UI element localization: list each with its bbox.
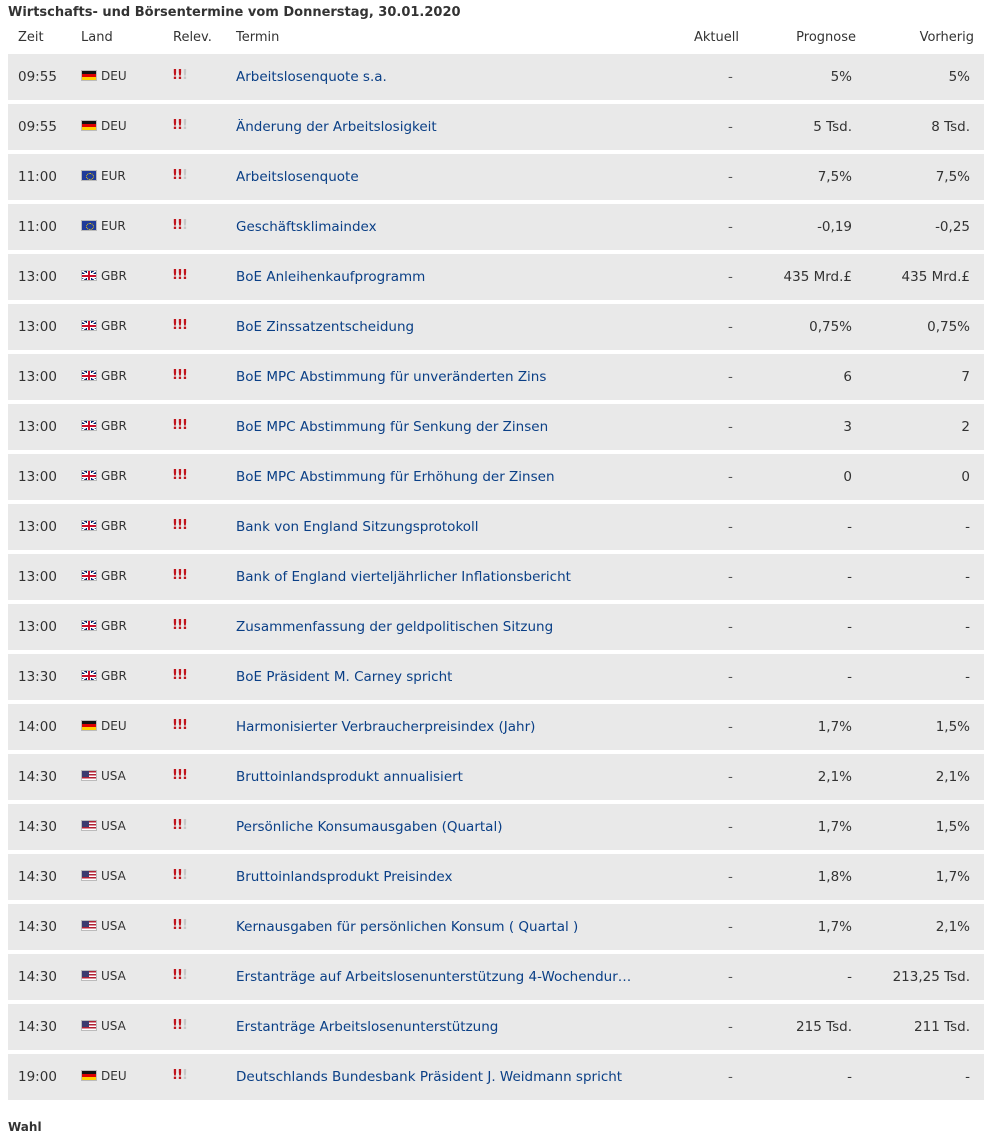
forecast-value: - [847, 519, 852, 535]
country-code: USA [101, 869, 126, 883]
event-time: 09:55 [18, 119, 57, 135]
country-code: GBR [101, 469, 127, 483]
table-row [8, 654, 984, 700]
relevance-exclamation-icon: ! [172, 268, 177, 283]
actual-value: - [728, 1069, 733, 1085]
country-cell [81, 119, 127, 133]
relevance-exclamation-icon: ! [182, 368, 187, 383]
relevance-exclamation-icon: ! [182, 968, 187, 983]
actual-value: - [728, 869, 733, 885]
previous-value: 8 Tsd. [931, 119, 970, 135]
relevance-exclamation-icon: ! [172, 218, 177, 233]
relevance-indicator [172, 569, 187, 582]
relevance-exclamation-icon: ! [182, 768, 187, 783]
table-row [8, 604, 984, 650]
table-row [8, 1004, 984, 1050]
previous-value: 7,5% [935, 169, 970, 185]
event-time: 13:00 [18, 269, 57, 285]
previous-value: - [965, 669, 970, 685]
event-time: 13:00 [18, 619, 57, 635]
uk-flag-icon [81, 520, 97, 531]
table-row [8, 154, 984, 200]
event-time: 14:30 [18, 769, 57, 785]
event-time: 13:00 [18, 369, 57, 385]
actual-value: - [728, 69, 733, 85]
uk-flag-icon [81, 670, 97, 681]
relevance-exclamation-icon: ! [182, 1018, 187, 1033]
relevance-indicator [172, 619, 187, 632]
country-cell [81, 419, 127, 433]
relevance-indicator [172, 119, 187, 132]
previous-value: 0 [961, 469, 970, 485]
country-code: USA [101, 969, 126, 983]
table-row [8, 354, 984, 400]
previous-value: - [965, 1069, 970, 1085]
relevance-exclamation-icon: ! [172, 918, 177, 933]
relevance-exclamation-icon: ! [177, 1068, 182, 1083]
event-time: 14:00 [18, 719, 57, 735]
country-cell [81, 819, 126, 833]
country-code: GBR [101, 519, 127, 533]
table-row [8, 304, 984, 350]
usa-flag-icon [81, 870, 97, 881]
relevance-indicator [172, 1069, 187, 1082]
previous-value: 1,7% [935, 869, 970, 885]
forecast-value: 5 Tsd. [813, 119, 852, 135]
country-code: GBR [101, 669, 127, 683]
relevance-exclamation-icon: ! [182, 218, 187, 233]
usa-flag-icon [81, 970, 97, 981]
event-link[interactable]: Bank von England Sitzungsprotokoll [236, 519, 479, 535]
country-cell [81, 719, 127, 733]
relevance-exclamation-icon: ! [172, 768, 177, 783]
relevance-exclamation-icon: ! [172, 318, 177, 333]
relevance-exclamation-icon: ! [172, 568, 177, 583]
event-link[interactable]: BoE Zinssatzentscheidung [236, 319, 415, 335]
forecast-value: 1,7% [817, 819, 852, 835]
previous-value: -0,25 [935, 219, 970, 235]
column-header-prognose: Prognose [796, 30, 856, 45]
event-time: 14:30 [18, 1019, 57, 1035]
country-cell [81, 669, 127, 683]
table-header [8, 26, 984, 48]
actual-value: - [728, 369, 733, 385]
relevance-exclamation-icon: ! [177, 168, 182, 183]
event-link[interactable]: BoE MPC Abstimmung für Senkung der Zinsen [236, 419, 549, 435]
forecast-value: 435 Mrd.£ [783, 269, 852, 285]
relevance-exclamation-icon: ! [172, 368, 177, 383]
table-row [8, 554, 984, 600]
actual-value: - [728, 419, 733, 435]
relevance-exclamation-icon: ! [177, 368, 182, 383]
country-code: GBR [101, 369, 127, 383]
relevance-indicator [172, 869, 187, 882]
relevance-exclamation-icon: ! [172, 468, 177, 483]
relevance-indicator [172, 419, 187, 432]
relevance-exclamation-icon: ! [182, 468, 187, 483]
previous-value: 2,1% [935, 769, 970, 785]
table-row [8, 204, 984, 250]
previous-value: 1,5% [935, 719, 970, 735]
event-time: 11:00 [18, 169, 57, 185]
country-cell [81, 319, 127, 333]
country-code: DEU [101, 69, 127, 83]
relevance-indicator [172, 69, 187, 82]
relevance-indicator [172, 819, 187, 832]
event-time: 09:55 [18, 69, 57, 85]
country-code: USA [101, 1019, 126, 1033]
event-link[interactable]: Änderung der Arbeitslosigkeit [236, 119, 437, 135]
relevance-exclamation-icon: ! [172, 1018, 177, 1033]
country-cell [81, 919, 126, 933]
table-row [8, 454, 984, 500]
event-time: 13:00 [18, 319, 57, 335]
event-link[interactable]: BoE Anleihenkaufprogramm [236, 269, 426, 285]
country-code: DEU [101, 719, 127, 733]
table-row [8, 404, 984, 450]
germany-flag-icon [81, 1070, 97, 1081]
country-code: EUR [101, 169, 126, 183]
relevance-exclamation-icon: ! [172, 618, 177, 633]
forecast-value: 5% [830, 69, 852, 85]
relevance-exclamation-icon: ! [172, 668, 177, 683]
event-link[interactable]: Erstanträge auf Arbeitslosenunterstützung 4-Wochendur… [236, 969, 632, 985]
relevance-exclamation-icon: ! [177, 318, 182, 333]
country-code: DEU [101, 119, 127, 133]
country-cell [81, 519, 127, 533]
country-code: GBR [101, 569, 127, 583]
event-link[interactable]: Arbeitslosenquote [236, 169, 359, 185]
country-code: GBR [101, 619, 127, 633]
relevance-exclamation-icon: ! [182, 568, 187, 583]
event-link[interactable]: Harmonisierter Verbraucherpreisindex (Jahr) [236, 719, 536, 735]
country-cell [81, 369, 127, 383]
relevance-exclamation-icon: ! [177, 268, 182, 283]
actual-value: - [728, 819, 733, 835]
eu-flag-icon [81, 220, 97, 231]
relevance-exclamation-icon: ! [182, 68, 187, 83]
previous-value: 5% [948, 69, 970, 85]
country-cell [81, 269, 127, 283]
usa-flag-icon [81, 770, 97, 781]
relevance-exclamation-icon: ! [177, 718, 182, 733]
uk-flag-icon [81, 320, 97, 331]
event-time: 11:00 [18, 219, 57, 235]
previous-value: 213,25 Tsd. [892, 969, 970, 985]
country-cell [81, 469, 127, 483]
relevance-indicator [172, 169, 187, 182]
relevance-exclamation-icon: ! [177, 418, 182, 433]
relevance-exclamation-icon: ! [182, 518, 187, 533]
country-code: GBR [101, 269, 127, 283]
relevance-exclamation-icon: ! [177, 968, 182, 983]
event-time: 19:00 [18, 1069, 57, 1085]
event-link[interactable]: Deutschlands Bundesbank Präsident J. Weidmann spricht [236, 1069, 623, 1085]
table-row [8, 754, 984, 800]
table-row [8, 904, 984, 950]
table-row [8, 704, 984, 750]
column-header-vorherig: Vorherig [919, 30, 974, 45]
country-cell [81, 769, 126, 783]
relevance-exclamation-icon: ! [182, 168, 187, 183]
relevance-exclamation-icon: ! [172, 1068, 177, 1083]
country-code: USA [101, 819, 126, 833]
actual-value: - [728, 469, 733, 485]
uk-flag-icon [81, 620, 97, 631]
relevance-exclamation-icon: ! [177, 1018, 182, 1033]
relevance-exclamation-icon: ! [182, 118, 187, 133]
event-link[interactable]: Erstanträge Arbeitslosenunterstützung [236, 1019, 499, 1035]
event-time: 13:00 [18, 519, 57, 535]
event-link[interactable]: Arbeitslosenquote s.a. [236, 69, 387, 85]
actual-value: - [728, 119, 733, 135]
table-row [8, 504, 984, 550]
forecast-value: - [847, 619, 852, 635]
event-time: 13:00 [18, 419, 57, 435]
country-cell [81, 1019, 126, 1033]
event-time: 14:30 [18, 919, 57, 935]
actual-value: - [728, 219, 733, 235]
forecast-value: 0,75% [809, 319, 852, 335]
table-row [8, 804, 984, 850]
germany-flag-icon [81, 120, 97, 131]
germany-flag-icon [81, 70, 97, 81]
eu-flag-icon [81, 170, 97, 181]
forecast-value: 2,1% [817, 769, 852, 785]
forecast-value: - [847, 669, 852, 685]
relevance-exclamation-icon: ! [172, 818, 177, 833]
usa-flag-icon [81, 1020, 97, 1031]
country-cell [81, 569, 127, 583]
relevance-indicator [172, 919, 187, 932]
event-link[interactable]: BoE MPC Abstimmung für Erhöhung der Zinsen [236, 469, 555, 485]
table-row [8, 104, 984, 150]
relevance-exclamation-icon: ! [177, 118, 182, 133]
forecast-value: 215 Tsd. [796, 1019, 852, 1035]
relevance-exclamation-icon: ! [172, 118, 177, 133]
country-code: GBR [101, 319, 127, 333]
usa-flag-icon [81, 820, 97, 831]
uk-flag-icon [81, 270, 97, 281]
relevance-exclamation-icon: ! [177, 568, 182, 583]
table-row [8, 954, 984, 1000]
actual-value: - [728, 1019, 733, 1035]
country-code: GBR [101, 419, 127, 433]
relevance-exclamation-icon: ! [177, 218, 182, 233]
relevance-exclamation-icon: ! [172, 868, 177, 883]
previous-value: 1,5% [935, 819, 970, 835]
relevance-exclamation-icon: ! [177, 668, 182, 683]
germany-flag-icon [81, 720, 97, 731]
country-code: DEU [101, 1069, 127, 1083]
column-header-termin: Termin [236, 30, 280, 45]
relevance-exclamation-icon: ! [182, 318, 187, 333]
previous-value: 211 Tsd. [914, 1019, 970, 1035]
previous-value: 2 [961, 419, 970, 435]
table-row [8, 1054, 984, 1100]
relevance-exclamation-icon: ! [177, 768, 182, 783]
forecast-value: - [847, 569, 852, 585]
event-link[interactable]: Persönliche Konsumausgaben (Quartal) [236, 819, 503, 835]
relevance-exclamation-icon: ! [177, 518, 182, 533]
forecast-value: - [847, 1069, 852, 1085]
event-link[interactable]: Zusammenfassung der geldpolitischen Sitzung [236, 619, 554, 635]
relevance-indicator [172, 319, 187, 332]
country-cell [81, 69, 127, 83]
relevance-exclamation-icon: ! [177, 468, 182, 483]
table-row [8, 854, 984, 900]
relevance-exclamation-icon: ! [177, 68, 182, 83]
actual-value: - [728, 969, 733, 985]
column-header-relevance: Relev. [173, 30, 212, 45]
event-time: 14:30 [18, 869, 57, 885]
forecast-value: -0,19 [817, 219, 852, 235]
usa-flag-icon [81, 920, 97, 931]
event-time: 13:00 [18, 469, 57, 485]
previous-value: - [965, 569, 970, 585]
footer-heading: Wahl [8, 1120, 42, 1134]
relevance-indicator [172, 769, 187, 782]
actual-value: - [728, 269, 733, 285]
relevance-exclamation-icon: ! [182, 418, 187, 433]
relevance-indicator [172, 519, 187, 532]
relevance-exclamation-icon: ! [177, 918, 182, 933]
relevance-exclamation-icon: ! [177, 868, 182, 883]
country-code: USA [101, 769, 126, 783]
relevance-indicator [172, 669, 187, 682]
relevance-exclamation-icon: ! [182, 718, 187, 733]
forecast-value: 6 [843, 369, 852, 385]
event-time: 13:00 [18, 569, 57, 585]
relevance-exclamation-icon: ! [177, 818, 182, 833]
forecast-value: 7,5% [817, 169, 852, 185]
relevance-indicator [172, 269, 187, 282]
table-row [8, 54, 984, 100]
relevance-indicator [172, 969, 187, 982]
relevance-exclamation-icon: ! [182, 618, 187, 633]
forecast-value: 1,7% [817, 719, 852, 735]
event-time: 14:30 [18, 969, 57, 985]
forecast-value: 1,7% [817, 919, 852, 935]
previous-value: 435 Mrd.£ [901, 269, 970, 285]
relevance-indicator [172, 1019, 187, 1032]
relevance-exclamation-icon: ! [172, 518, 177, 533]
actual-value: - [728, 669, 733, 685]
relevance-indicator [172, 469, 187, 482]
country-cell [81, 969, 126, 983]
uk-flag-icon [81, 570, 97, 581]
column-header-land: Land [81, 30, 113, 45]
country-code: USA [101, 919, 126, 933]
country-cell [81, 219, 126, 233]
relevance-exclamation-icon: ! [182, 1068, 187, 1083]
actual-value: - [728, 719, 733, 735]
forecast-value: 1,8% [817, 869, 852, 885]
event-time: 13:30 [18, 669, 57, 685]
previous-value: 0,75% [927, 319, 970, 335]
relevance-exclamation-icon: ! [182, 268, 187, 283]
event-link[interactable]: Kernausgaben für persönlichen Konsum ( Quartal ) [236, 919, 579, 935]
forecast-value: 0 [843, 469, 852, 485]
actual-value: - [728, 619, 733, 635]
event-time: 14:30 [18, 819, 57, 835]
relevance-exclamation-icon: ! [172, 168, 177, 183]
relevance-exclamation-icon: ! [172, 68, 177, 83]
relevance-indicator [172, 369, 187, 382]
uk-flag-icon [81, 470, 97, 481]
actual-value: - [728, 169, 733, 185]
event-link[interactable]: BoE MPC Abstimmung für unveränderten Zins [236, 369, 547, 385]
previous-value: - [965, 619, 970, 635]
relevance-indicator [172, 719, 187, 732]
actual-value: - [728, 569, 733, 585]
country-cell [81, 169, 126, 183]
event-link[interactable]: Bruttoinlandsprodukt annualisiert [236, 769, 463, 785]
forecast-value: 3 [843, 419, 852, 435]
previous-value: - [965, 519, 970, 535]
relevance-exclamation-icon: ! [177, 618, 182, 633]
actual-value: - [728, 519, 733, 535]
event-link[interactable]: Bruttoinlandsprodukt Preisindex [236, 869, 453, 885]
country-cell [81, 619, 127, 633]
column-header-zeit: Zeit [18, 30, 44, 45]
relevance-exclamation-icon: ! [172, 718, 177, 733]
relevance-exclamation-icon: ! [182, 668, 187, 683]
column-header-aktuell: Aktuell [694, 30, 739, 45]
event-table [8, 54, 984, 1104]
event-link[interactable]: Geschäftsklimaindex [236, 219, 377, 235]
event-link[interactable]: Bank of England vierteljährlicher Inflationsbericht [236, 569, 571, 585]
uk-flag-icon [81, 370, 97, 381]
previous-value: 2,1% [935, 919, 970, 935]
relevance-indicator [172, 219, 187, 232]
country-cell [81, 1069, 127, 1083]
event-link[interactable]: BoE Präsident M. Carney spricht [236, 669, 453, 685]
relevance-exclamation-icon: ! [182, 918, 187, 933]
actual-value: - [728, 319, 733, 335]
relevance-exclamation-icon: ! [172, 968, 177, 983]
page-title: Wirtschafts- und Börsentermine vom Donnerstag, 30.01.2020 [8, 5, 461, 20]
country-cell [81, 869, 126, 883]
forecast-value: - [847, 969, 852, 985]
country-code: EUR [101, 219, 126, 233]
table-row [8, 254, 984, 300]
actual-value: - [728, 919, 733, 935]
previous-value: 7 [961, 369, 970, 385]
uk-flag-icon [81, 420, 97, 431]
actual-value: - [728, 769, 733, 785]
relevance-exclamation-icon: ! [182, 868, 187, 883]
relevance-exclamation-icon: ! [182, 818, 187, 833]
relevance-exclamation-icon: ! [172, 418, 177, 433]
